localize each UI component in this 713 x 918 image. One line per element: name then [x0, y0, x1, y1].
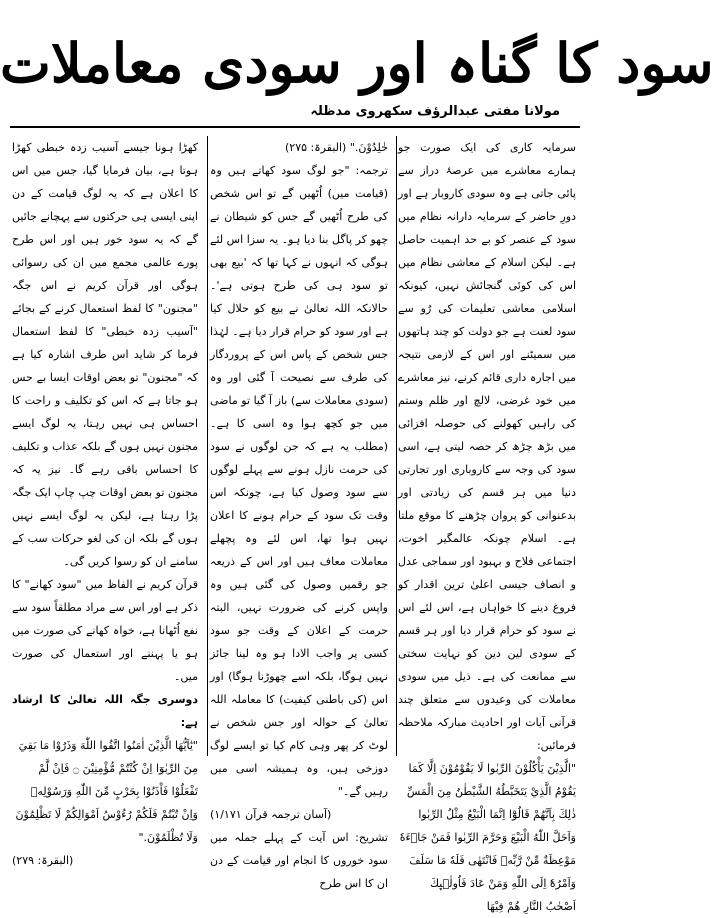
paragraph: ترجمہ: "جو لوگ سود کھاتے ہیں وہ (قیامت میں) اُٹھیں گے تو اس شخص کی طرح اُٹھیں گے جس کو شیطان نے چھو کر پاگل بنا دیا ہو۔ یہ سزا اس لئے ہوگی کہ انہوں نے کہا تھا کہ 'بیع بھی تو سود ہی کی طرح ہوتی ہے'۔ حالانکہ اللہ تعالیٰ نے بیع کو حلال کیا ہے اور سود کو حرام قرار دیا ہے۔ لہٰذا جس شخص کے پاس اس کے پروردگار کی طرف سے نصیحت آ گئی اور وہ (سودی معاملات سے) باز آ گیا تو ماضی میں جو کچھ ہوا وہ اسی کا ہے۔ (مطلب یہ ہے کہ جن لوگوں نے سود کی حرمت نازل ہونے سے پہلے لوگوں سے سود وصول کیا ہے، چونکہ اس وقت تک سود کے حرام ہونے کا اعلان نہیں ہوا تھا، اس لئے وہ پچھلے معاملات معاف ہیں اور اس کے ذریعہ جو رقمیں وصول کی گئی ہیں وہ واپس کرنے کی ضرورت نہیں، البتہ حرمت کے اعلان کے وقت جو سود کسی پر واجب الادا ہو وہ لینا جائز نہیں ہوگا، بلکہ اسے چھوڑنا ہوگا) اور اس (کی باطنی کیفیت) کا معاملہ اللہ تعالیٰ کے حوالہ اور جس شخص نے لوٹ کر پھر وہی کام کیا تو ایسے لوگ دوزخی ہیں، وہ ہمیشہ اسی میں رہیں گے۔": [210, 164, 388, 798]
column-left: [12, 136, 198, 867]
reference: (البقرۃ: ۲۷۹): [12, 854, 74, 867]
paragraph: کھڑا ہونا جیسے آسیب زدہ خبطی کھڑا ہوتا ہے، بیان فرمایا گیا، جس میں اس کا اعلان ہے کہ یہ لوگ قیامت کے دن اپنی ایسی ہی حرکتوں سے پہچانے جائیں گے کہ یہ سود خور ہیں اور اس طرح پورے عالمی مجمع میں ان کی رسوائی ہوگی اور قرآن کریم نے اس جگہ "مجنون" کا لفظ استعمال کرنے کے بجائے "آسیب زدہ خبطی" کا لفظ استعمال فرما کر شاید اس طرف اشارہ کیا ہے کہ "مجنون" تو بعض اوقات ایسا بے حس ہو جاتا ہے کہ اس کو تکلیف و راحت کا احساس ہی نہیں رہتا، یہ لوگ ایسے مجنون نہیں ہوں گے بلکہ عذاب و تکلیف کا احساس باقی رہے گا۔ نیز یہ کہ مجنون تو بعض اوقات چپ چاپ ایک جگہ پڑا رہتا ہے، لیکن یہ لوگ ایسے نہیں ہوں گے بلکہ ان کی لغو حرکات سب کے سامنے ان کو رسوا کریں گی۔: [12, 141, 198, 568]
column-right: [398, 136, 576, 913]
quran-verse: خٰلِدُوْنَ." (البقرۃ: ۲۷۵): [285, 141, 388, 154]
header-rule: [10, 126, 580, 128]
paragraph: سرمایہ کاری کی ایک صورت جو ہمارے معاشرے میں عرصۂ دراز سے پائی جاتی ہے وہ سودی کاروبار ہے اور دورِ حاضر کے سرمایہ دارانہ نظام میں سود کے عنصر کو بے حد اہمیت حاصل ہے۔ لیکن اسلام کے معاشی نظام میں اس کی کوئی گنجائش نہیں، کیونکہ اسلامی معاشی تعلیمات کی رُو سے سود لعنت ہے جو دولت کو چند ہاتھوں میں سمیٹنے اور اس کے لازمی نتیجہ میں اجارہ داری قائم کرنے، نیز معاشرے میں خود غرضی، لالچ اور ظلم وستم کی راہیں کھولنے کی حوصلہ افزائی میں بڑھ چڑھ کر حصہ لیتی ہے، اسی سود کی وجہ سے کاروباری اور تجارتی دنیا میں ہر قسم کی زیادتی اور بدعنوانی کو پروان چڑھنے کا موقع ملتا ہے۔ اسلام چونکہ عالمگیر اخوت، اجتماعی فلاح و بہبود اور سماجی عدل و انصاف جیسی اعلیٰ ترین اقدار کو فروغ دینے کا خواہاں ہے، اس لئے اس نے سود کو حرام قرار دیا اور ہر قسم کے سودی لین دین کو نہایت سختی سے ممانعت کی ہے۔ ذیل میں سودی معاملات کی وعیدوں سے متعلق چند قرآنی آیات اور احادیث مبارکہ ملاحظہ فرمائیں:: [398, 141, 576, 752]
reference: (آسان ترجمہ قرآن ۱/۱۷۱): [210, 808, 332, 821]
article-title: سود کا گناہ اور سودی معاملات: [0, 31, 713, 95]
paragraph: تشریح: اس آیت کے پہلے جملہ میں سود خوروں کا انجام اور قیامت کے دن ان کا اس طرح: [210, 831, 388, 890]
subheading: دوسری جگہ اللہ تعالیٰ کا ارشاد ہے:: [12, 693, 198, 729]
column-divider: [396, 136, 397, 756]
author-byline: مولانا مفتی عبدالرؤف سکھروی مدظلہ: [310, 104, 560, 119]
quran-verse: "الَّذِيْنَ يَأْكُلُوْنَ الرِّبٰوا لَا يَقُوْمُوْنَ اِلَّا كَمَا يَقُوْمُ الَّذِيْ يَتَخَبَّطُهُ الشَّيْطٰنُ مِنَ الْمَسِّ ذٰلِكَ بِاَنَّهُمْ قَالُوْٓا اِنَّمَا الْبَيْعُ مِثْلُ الرِّبٰوا وَاَحَلَّ اللّٰهُ الْبَيْعَ وَحَرَّمَ الرِّبٰوا فَمَنْ جَاۗءَهٗ مَوْعِظَةٌ مِّنْ رَّبِّهٖ فَانْتَهٰى فَلَهٗ مَا سَلَفَ وَاَمْرُهٗٓ اِلَى اللّٰهِ وَمَنْ عَادَ فَاُولٰۗىِٕكَ اَصْحٰبُ النَّارِ هُمْ فِيْهَا: [399, 762, 576, 913]
paragraph: قرآن کریم نے الفاظ میں "سود کھانے" کا ذکر ہے اور اس سے مراد مطلقاً سود سے نفع اُٹھانا ہے، خواہ کھانے کی صورت میں ہو یا پہننے اور استعمال کی صورت میں۔: [12, 578, 198, 683]
column-middle: [210, 136, 388, 890]
quran-verse: "يٰٓاَيُّهَا الَّذِيْنَ اٰمَنُوا اتَّقُوا اللّٰهَ وَذَرُوْا مَا بَقِيَ مِنَ الرِّبٰوٓا اِنْ كُنْتُمْ مُّؤْمِنِيْنَ ۝ فَاِنْ لَّمْ تَفْعَلُوْا فَاْذَنُوْا بِحَرْبٍ مِّنَ اللّٰهِ وَرَسُوْلِهٖ وَاِنْ تُبْتُمْ فَلَكُمْ رُءُوْسُ اَمْوَالِكُمْ لَا تَظْلِمُوْنَ وَلَا تُظْلَمُوْنَ.": [15, 739, 198, 844]
column-divider: [207, 136, 208, 756]
